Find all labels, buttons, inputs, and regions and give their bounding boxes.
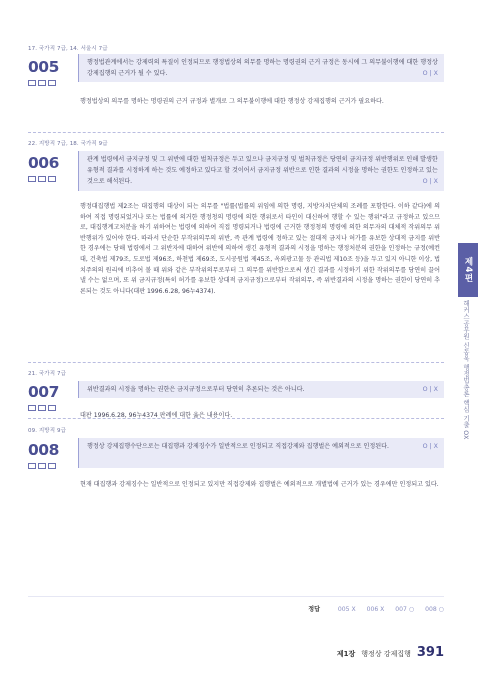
checkbox-group — [28, 463, 56, 469]
answer-item: 008 ○ — [425, 606, 444, 613]
answer-item: 005 X — [337, 606, 356, 613]
review-checkbox[interactable] — [38, 80, 46, 86]
divider — [28, 132, 444, 133]
question-number: 006 — [28, 154, 59, 172]
ox-marker[interactable]: O | X — [422, 443, 438, 450]
ox-marker[interactable]: O | X — [422, 70, 438, 77]
explanation: 대판 1996.6.28, 96누4374 판례에 대한 옳은 내용이다. — [80, 412, 233, 419]
page-footer — [337, 645, 444, 660]
chapter-tab[interactable]: 제4편 — [458, 243, 478, 297]
question-statement — [78, 381, 444, 398]
checkbox-group — [28, 176, 56, 182]
page-number: 391 — [416, 645, 444, 660]
review-checkbox[interactable] — [28, 463, 36, 469]
question-block-006 — [28, 139, 444, 349]
question-text: 위반결과의 시정을 명하는 권한은 금지규정으로부터 당연히 추론되는 것은 아니다. — [87, 386, 305, 393]
question-text: 행정법관계에서는 강제력의 특질이 인정되므로 행정법상의 의무를 명하는 명령권의 근거 규정은 동시에 그 의무불이행에 대한 행정상 강제집행의 근거가 될 수 있다. — [87, 59, 438, 77]
question-source: 09. 지방직 9급 — [28, 428, 66, 434]
question-source: 17. 국가직 7급, 14. 서울시 7급 — [28, 46, 108, 52]
divider — [28, 362, 444, 363]
review-checkbox[interactable] — [28, 405, 36, 411]
ox-marker[interactable]: O | X — [422, 178, 438, 185]
question-statement — [78, 54, 444, 82]
answer-item: 007 ○ — [395, 606, 415, 613]
answer-label: 정답 — [308, 606, 320, 613]
review-checkbox[interactable] — [28, 80, 36, 86]
explanation: 행정대집행법 제2조는 대집행의 대상이 되는 의무를 "법률(법률의 위임에 의한 명령, 지방자치단체의 조례를 포함한다. 이하 같다)에 의하여 직접 명령되었거나 또는 법률에 의거한 행정청의 명령에 의한 행위로서 타인이 대신하여 행할 수 있는 행위"라고 규정하고 있으므로, 대집행계고처분을 하기 위하여는 법령에 의하여 직접 명령되거나 법령에 근거한 행정청의 명령에 의한 의무자의 대체적 작위의무 위반행위가 있어야 한다. 따라서 단순한 부작위의무의 위반, 즉 관계 법령에 정하고 있는 절대적 금지나 허가를 유보한 상대적 금지를 위반한 경우에는 당해 법령에서 그 위반자에 대하여 위반에 의하여 생긴 유형적 결과의 시정을 명하는 행정처분의 권한을 인정하는 규정(예컨대, 건축법 제79조, 도로법 제96조, 하천법 제69조, 도시공원법 제45조, 옥외광고물 등 관리법 제10조 등)을 두고 있지 아니한 이상, 법치주의의 원리에 비추어 볼 때 위와 같은 부작위의무로부터 그 의무를 위반함으로써 생긴 결과를 시정하기 위한 작위의무를 당연히 끌어낼 수는 없으며, 또 위 금지규정(특히 허가를 유보한 상대적 금지규정)으로부터 작위의무, 즉 위반결과의 시정을 명하는 권한이 당연히 추론되는 것도 아니다(대판 1996.6.28, 96누4374). — [80, 203, 440, 295]
question-statement — [78, 151, 444, 191]
answers-divider — [28, 596, 444, 597]
question-block-005 — [28, 44, 444, 144]
checkbox-group — [28, 80, 56, 86]
review-checkbox[interactable] — [38, 176, 46, 182]
review-checkbox[interactable] — [28, 176, 36, 182]
review-checkbox[interactable] — [48, 80, 56, 86]
question-text: 관계 법령에서 금지규정 및 그 위반에 대한 벌칙규정은 두고 있으나 금지규정 및 벌칙규정은 당연히 금지규정 위반행위로 인해 발생한 유형적 결과를 시정하게 하는 것도 예정하고 있다고 할 것이어서 금지규정 위반으로 인한 결과의 시정을 명하는 권한도 인정하고 있는 것으로 해석된다. — [87, 156, 438, 185]
review-checkbox[interactable] — [48, 405, 56, 411]
explanation: 행정법상의 의무를 명하는 명령권의 근거 규정과 별개로 그 의무불이행에 대한 행정상 강제집행의 근거가 필요하다. — [80, 98, 384, 105]
explanation: 현재 대집행과 강제징수는 일반적으로 인정되고 있지만 직접강제와 집행벌은 예외적으로 개별법에 근거가 있는 경우에만 인정되고 있다. — [80, 481, 439, 488]
ox-marker[interactable]: O | X — [422, 386, 438, 393]
chapter-number: 제1장 — [336, 650, 356, 658]
question-number: 008 — [28, 441, 59, 459]
question-number: 007 — [28, 383, 59, 401]
checkbox-group — [28, 405, 56, 411]
question-number: 005 — [28, 58, 59, 76]
divider — [28, 418, 444, 419]
review-checkbox[interactable] — [48, 463, 56, 469]
question-block-008 — [28, 426, 444, 536]
question-source: 22. 지방직 7급, 18. 국가직 9급 — [28, 141, 108, 147]
question-text: 행정상 강제집행수단으로는 대집행과 강제징수가 일반적으로 인정되고 직접강제와 집행벌은 예외적으로 인정된다. — [87, 443, 389, 450]
review-checkbox[interactable] — [38, 405, 46, 411]
chapter-title: 행정상 강제집행 — [361, 650, 411, 658]
review-checkbox[interactable] — [38, 463, 46, 469]
question-source: 21. 국가직 7급 — [28, 371, 66, 377]
answer-key — [308, 604, 444, 613]
review-checkbox[interactable] — [48, 176, 56, 182]
book-title: 해커스공무원 신동욱 행정법총론 핵심 기출 OX — [462, 300, 469, 440]
question-statement — [78, 438, 444, 468]
answer-item: 006 X — [366, 606, 385, 613]
